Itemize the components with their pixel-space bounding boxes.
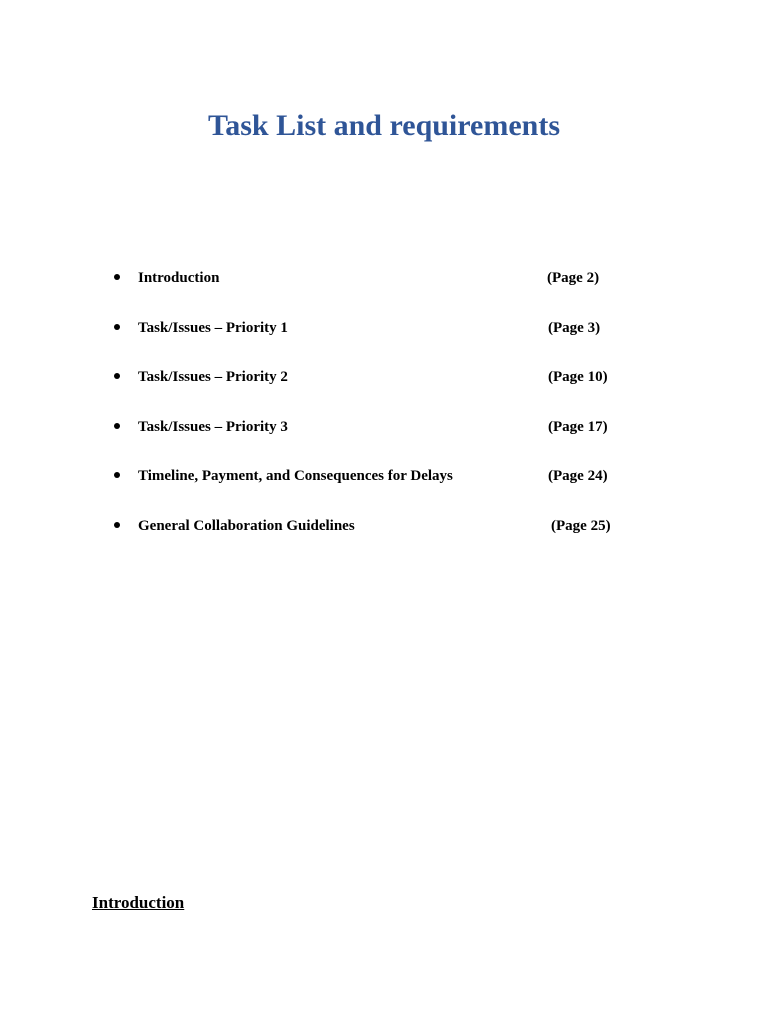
page-title: Task List and requirements <box>207 109 561 142</box>
section-heading-introduction: Introduction <box>92 893 185 912</box>
toc-item-guidelines[interactable] <box>0 516 768 566</box>
bullet-icon <box>114 423 120 429</box>
toc-item-page: (Page 17) <box>548 418 608 435</box>
toc-item-label: Task/Issues – Priority 2 <box>138 369 288 385</box>
toc-item-label: Task/Issues – Priority 1 <box>138 319 288 336</box>
toc-item-label: Timeline, Payment, and Consequences for Delays <box>138 468 453 484</box>
toc-item-page: (Page 24) <box>548 468 608 484</box>
toc-item-priority-1[interactable] <box>0 318 768 368</box>
bullet-icon <box>114 324 120 330</box>
bullet-icon <box>114 472 120 478</box>
toc-item-page: (Page 2) <box>547 270 600 286</box>
toc-item-label: Task/Issues – Priority 3 <box>138 418 288 435</box>
bullet-icon <box>114 274 120 280</box>
bullet-icon <box>114 373 120 379</box>
toc-item-page: (Page 10) <box>548 369 608 385</box>
bullet-icon <box>114 522 120 528</box>
toc-item-priority-3[interactable] <box>0 417 768 467</box>
toc-item-timeline[interactable] <box>0 466 768 516</box>
toc-item-priority-2[interactable] <box>0 367 768 417</box>
toc-item-label: General Collaboration Guidelines <box>138 517 355 534</box>
table-of-contents <box>0 268 768 565</box>
toc-item-label: Introduction <box>138 270 220 286</box>
toc-item-page: (Page 3) <box>548 319 601 336</box>
toc-item-introduction[interactable] <box>0 268 768 318</box>
toc-item-page: (Page 25) <box>551 517 611 534</box>
